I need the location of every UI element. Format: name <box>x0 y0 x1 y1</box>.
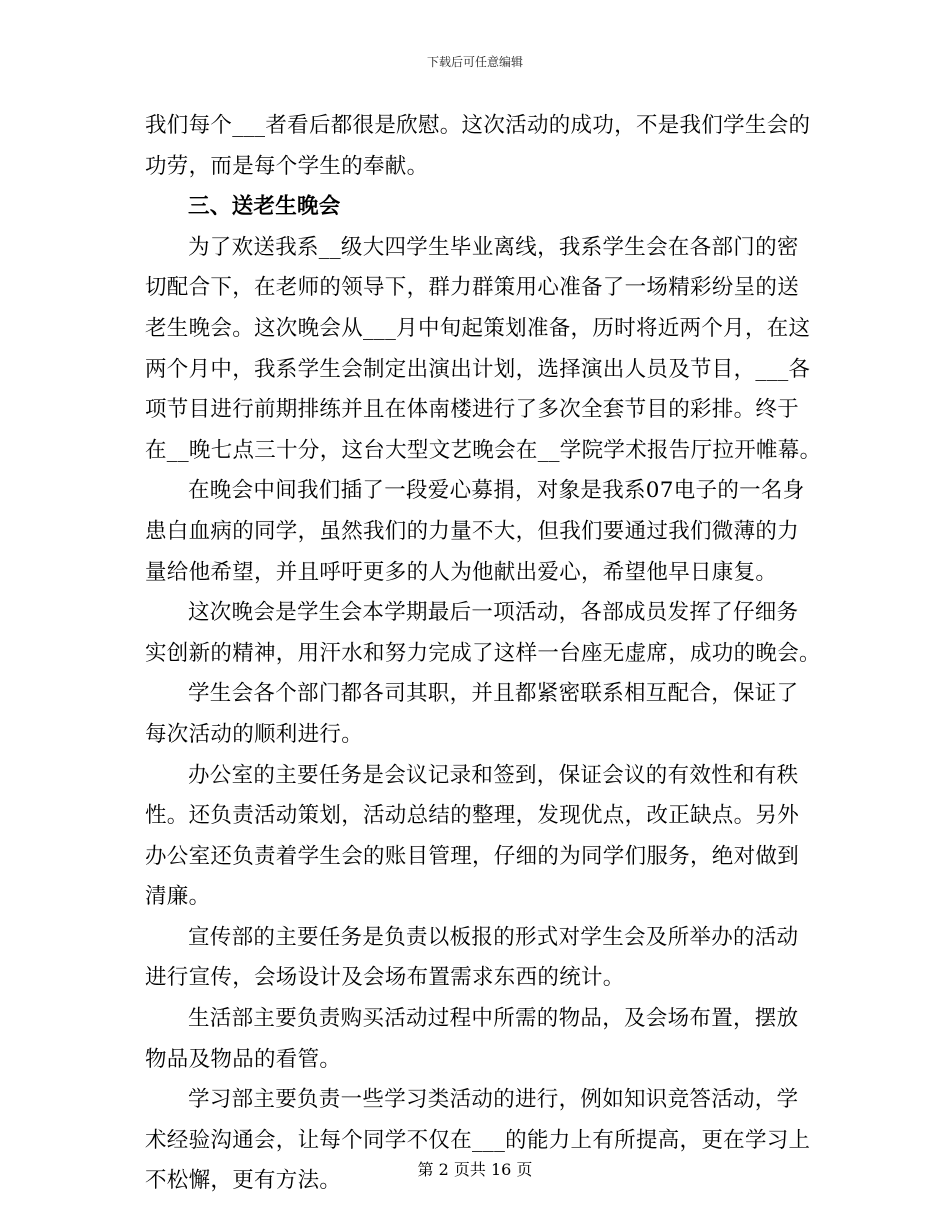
page-header-note: 下载后可任意编辑 <box>426 55 523 69</box>
paragraph-study-department <box>145 1080 813 1202</box>
text-line: 功劳，而是每个学生的奉献。 <box>145 153 429 179</box>
text-line: 生活部主要负责购买活动过程中所需的物品，及会场布置，摆放 <box>188 1006 799 1032</box>
text-line: 进行宣传，会场设计及会场布置需求东西的统计。 <box>145 965 625 991</box>
text-line: 在晚会中间我们插了一段爱心募捐，对象是我系07电子的一名身 <box>188 478 805 504</box>
text-line: 实创新的精神，用汗水和努力完成了这样一台座无虚席，成功的晚会。 <box>145 640 821 666</box>
text-line: 学生会各个部门都各司其职，并且都紧密联系相互配合，保证了 <box>188 681 799 707</box>
section-heading <box>145 187 813 228</box>
text-line: 这次晚会是学生会本学期最后一项活动，各部成员发挥了仔细务 <box>188 600 799 626</box>
text-line: 不松懈，更有方法。 <box>145 1168 342 1194</box>
text-line: 办公室还负责着学生会的账目管理，仔细的为同学们服务，绝对做到 <box>145 843 800 869</box>
text-line: 每次活动的顺利进行。 <box>145 721 364 747</box>
paragraph-office <box>145 756 813 918</box>
paragraph-charity <box>145 471 813 593</box>
text-line: 办公室的主要任务是会议记录和签到，保证会议的有效性和有秩 <box>188 762 799 788</box>
text-line: 项节目进行前期排练并且在体南楼进行了多次全套节目的彩排。终于 <box>145 397 800 423</box>
text-line: 量给他希望，并且呼吁更多的人为他献出爱心，希望他早日康复。 <box>145 559 778 585</box>
document-body <box>145 106 822 1202</box>
paragraph-continuation <box>145 106 813 187</box>
text-line: 为了欢送我系__级大四学生毕业离线，我系学生会在各部门的密 <box>188 234 799 260</box>
text-line: 宣传部的主要任务是负责以板报的形式对学生会及所举办的活动 <box>188 924 799 950</box>
heading-text: 三、送老生晚会 <box>188 194 341 220</box>
paragraph-farewell-party <box>145 228 822 472</box>
text-line: 我们每个___者看后都很是欣慰。这次活动的成功，不是我们学生会的 <box>145 113 811 138</box>
text-line: 术经验沟通会，让每个同学不仅在___的能力上有所提高，更在学习上 <box>145 1127 811 1153</box>
text-line: 学习部主要负责一些学习类活动的进行，例如知识竞答活动，学 <box>188 1087 799 1113</box>
text-line: 性。还负责活动策划，活动总结的整理，发现优点，改正缺点。另外 <box>145 803 800 829</box>
text-line: 在__晚七点三十分，这台大型文艺晚会在__学院学术报告厅拉开帷幕。 <box>145 437 822 463</box>
paragraph-life-department <box>145 999 813 1080</box>
text-line: 物品及物品的看管。 <box>145 1046 342 1072</box>
paragraph-departments <box>145 674 813 755</box>
paragraph-last-activity <box>145 593 821 674</box>
paragraph-publicity <box>145 918 813 999</box>
text-line: 两个月中，我系学生会制定出演出计划，选择演出人员及节目，___各 <box>145 356 811 382</box>
text-line: 患白血病的同学，虽然我们的力量不大，但我们要通过我们微薄的力 <box>145 518 800 544</box>
text-line: 切配合下，在老师的领导下，群力群策用心准备了一场精彩纷呈的送 <box>145 275 800 301</box>
page-footer: 第 2 页共 16 页 <box>417 1160 533 1179</box>
text-line: 老生晚会。这次晚会从___月中旬起策划准备，历时将近两个月，在这 <box>145 315 811 341</box>
text-line: 清廉。 <box>145 884 211 910</box>
